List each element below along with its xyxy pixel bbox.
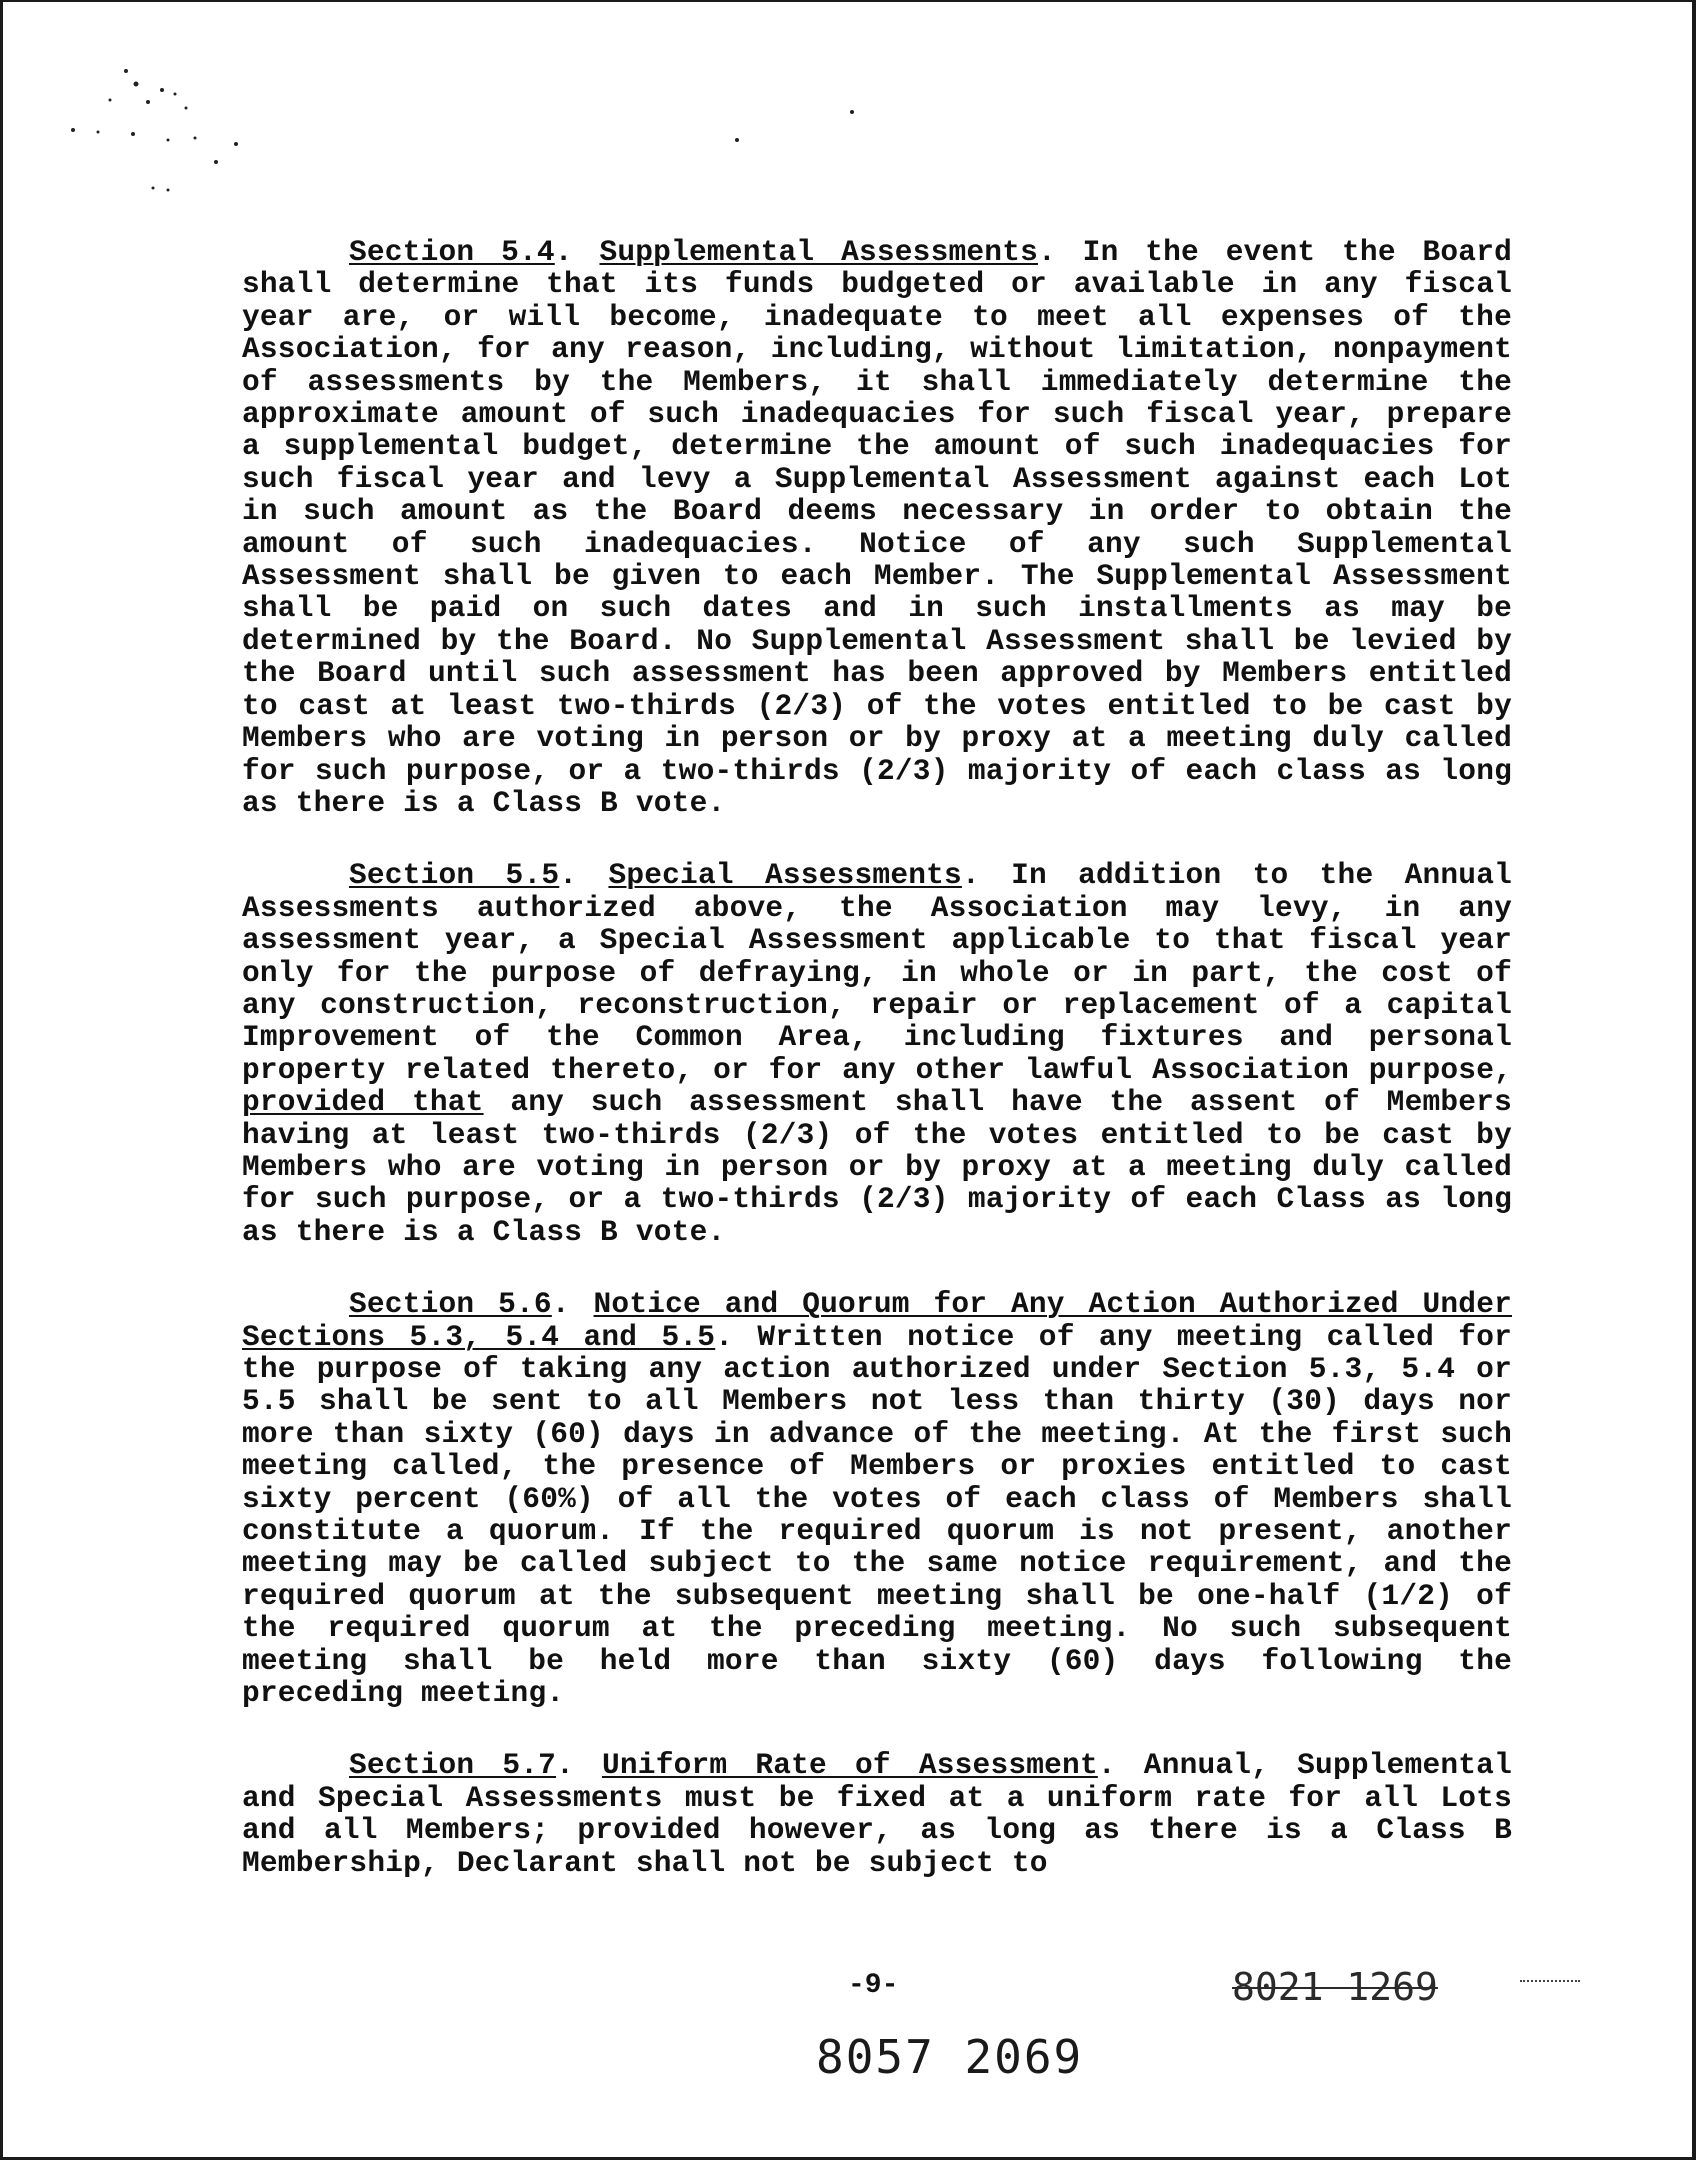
page-number: -9- xyxy=(848,1970,899,2001)
section-body: . Annual, Supplemental and Special Assessments must be fixed at a uniform rate for all Lots and all Members; provided however, as long as there is a Class B Membership, Declarant shall not be subject to xyxy=(242,1748,1512,1880)
section-label: Section 5.7 xyxy=(349,1748,557,1783)
section-body: . In addition to the Annual Assessments authorized above, the Association may levy, in any assessment year, a Special Assessment applicable to that fiscal year only for the purpose of defraying, in whole or in part, the cost of any construction, reconstruction, repair or replacement of a capital Improvement of the Common Area, including fixtures and personal property related thereto, or for any other lawful Association purpose, xyxy=(242,858,1513,1087)
section-label: Section 5.4 xyxy=(349,235,555,269)
section-5-5-paragraph: Section 5.5. Special Assessments. In addition to the Annual Assessments authorized above, the Association may levy, in any assessment year, a Special Assessment applicable to that fiscal year only for the purpose of defraying, in whole or in part, the cost of any construction, reconstruction, repair or replacement of a capital Improvement of the Common Area, including fixtures and personal property related thereto, or for any other lawful Association purpose, provided that any such assessment shall have the assent of Members having at least two-thirds (2/3) of the votes entitled to be cast by Members who are voting in person or by proxy at a meeting duly called for such purpose, or a two-thirds (2/3) majority of each Class as long as there is a Class B vote. xyxy=(242,858,1513,1249)
section-body-continued: any such assessment shall have the assent of Members having at least two-thirds (2/3) of the votes entitled to be cast by Members who are voting in person or by proxy at a meeting duly called for such purpose, or a two-thirds (2/3) majority of each Class as long as there is a Class B vote. xyxy=(242,1085,1512,1249)
section-heading: Notice and Quorum for Any Action Authorized Under Sections 5.3, 5.4 and 5.5 xyxy=(242,1287,1512,1354)
dotted-trailer xyxy=(1520,1980,1580,1982)
section-heading: Supplemental Assessments xyxy=(599,235,1039,269)
section-5-6-paragraph: Section 5.6. Notice and Quorum for Any Action Authorized Under Sections 5.3, 5.4 and 5.5. Written notice of any meeting called for the purpose of taking any action authorized under Section 5.3, 5.4 or 5.5 shall be sent to all Members not less than thirty (30) days nor more than sixty (60) days in advance of the meeting. At the first such meeting called, the presence of Members or proxies entitled to cast sixty percent (60%) of all the votes of each class of Members shall constitute a quorum. If the required quorum is not present, another meeting may be called subject to the same notice requirement, and the required quorum at the subsequent meeting shall be one-half (1/2) of the required quorum at the preceding meeting. No such subsequent meeting shall be held more than sixty (60) days following the preceding meeting. xyxy=(242,1287,1513,1711)
section-heading: Uniform Rate of Assessment xyxy=(602,1748,1098,1783)
section-5-4-paragraph: Section 5.4. Supplemental Assessments. In the event the Board shall determine that its funds budgeted or available in any fiscal year are, or will become, inadequate to meet all expenses of the Association, for any reason, including, without limitation, nonpayment of assessments by the Members, it shall immediately determine the approximate amount of such inadequacies for such fiscal year, prepare a supplemental budget, determine the amount of such inadequacies for such fiscal year and levy a Supplemental Assessment against each Lot in such amount as the Board deems necessary in order to obtain the amount of such inadequacies. Notice of any such Supplemental Assessment shall be given to each Member. The Supplemental Assessment shall be paid on such dates and in such installments as may be determined by the Board. No Supplemental Assessment shall be levied by the Board until such assessment has been approved by Members entitled to cast at least two-thirds (2/3) of the votes entitled to be cast by Members who are voting in person or by proxy at a meeting duly called for such purpose, or a two-thirds (2/3) majority of each class as long as there is a Class B vote. xyxy=(242,235,1513,820)
recording-document-number: 8057 2069 xyxy=(816,2030,1084,2084)
section-5-7-paragraph: Section 5.7. Uniform Rate of Assessment. Annual, Supplemental and Special Assessments must be fixed at a uniform rate for all Lots and all Members; provided however, as long as there is a Class B Membership, Declarant shall not be subject to xyxy=(242,1748,1512,1880)
scan-speckles xyxy=(40,60,940,210)
struck-document-number: 8021 1269 xyxy=(1232,1965,1438,2009)
section-label: Section 5.5 xyxy=(349,858,560,893)
section-label: Section 5.6 xyxy=(349,1287,552,1322)
section-body: . Written notice of any meeting called for the purpose of taking any action authorized under Section 5.3, 5.4 or 5.5 shall be sent to all Members not less than thirty (30) days nor more than sixty (60) days in advance of the meeting. At the first such meeting called, the presence of Members or proxies entitled to cast sixty percent (60%) of all the votes of each class of Members shall constitute a quorum. If the required quorum is not present, another meeting may be called subject to the same notice requirement, and the required quorum at the subsequent meeting shall be one-half (1/2) of the required quorum at the preceding meeting. No such subsequent meeting shall be held more than sixty (60) days following the preceding meeting. xyxy=(242,1319,1513,1711)
document-body xyxy=(242,236,1512,1919)
proviso-text: provided that xyxy=(242,1085,484,1120)
section-body: . In the event the Board shall determine that its funds budgeted or available in any fiscal year are, or will become, inadequate to meet all expenses of the Association, for any reason, including, without limitation, nonpayment of assessments by the Members, it shall immediately determine the approximate amount of such inadequacies for such fiscal year, prepare a supplemental budget, determine the amount of such inadequacies for such fiscal year and levy a Supplemental Assessment against each Lot in such amount as the Board deems necessary in order to obtain the amount of such inadequacies. Notice of any such Supplemental Assessment shall be given to each Member. The Supplemental Assessment shall be paid on such dates and in such installments as may be determined by the Board. No Supplemental Assessment shall be levied by the Board until such assessment has been approved by Members entitled to cast at least two-thirds (2/3) of the votes entitled to be cast by Members who are voting in person or by proxy at a meeting duly called for such purpose, or a two-thirds (2/3) majority of each class as long as there is a Class B vote. xyxy=(242,235,1513,820)
section-heading: Special Assessments xyxy=(608,858,962,893)
